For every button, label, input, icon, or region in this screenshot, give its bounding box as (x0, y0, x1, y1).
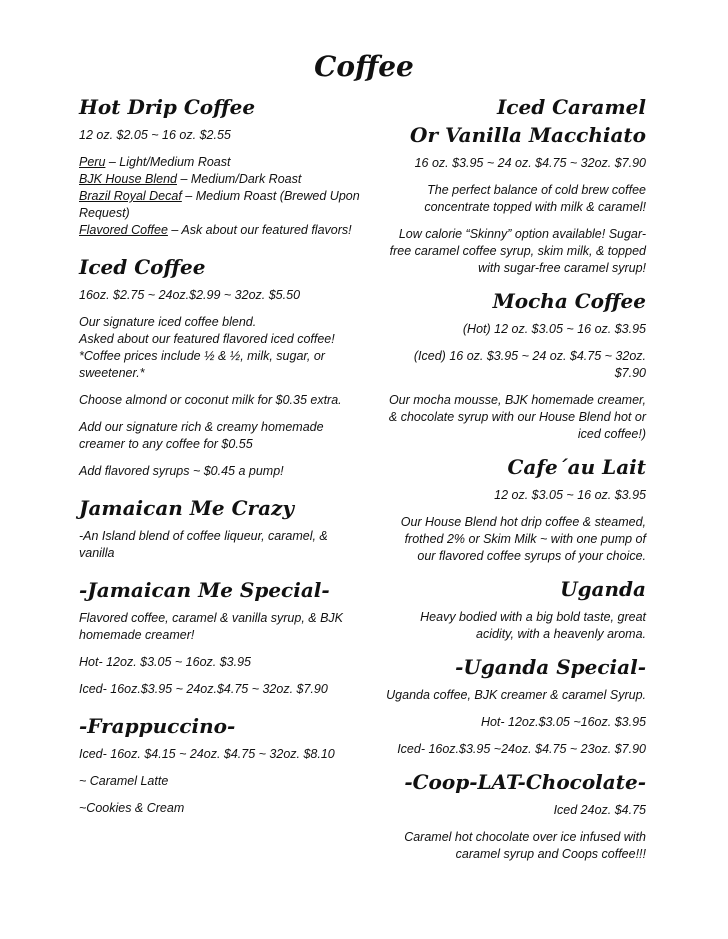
jamaican-me-crazy-heading: Jamaican Me Crazy (79, 496, 294, 520)
roast-desc: – Medium/Dark Roast (176, 172, 302, 186)
iced-caramel-heading: Iced Caramel (496, 95, 646, 119)
uganda-desc: Heavy bodied with a big bold taste, great acidity, with a heavenly aroma. (420, 610, 646, 641)
right-column (384, 93, 646, 873)
jamaican-me-special-desc: Flavored coffee, caramel & vanilla syrup, & BJK homemade creamer! (79, 611, 344, 642)
roast-desc: – Light/Medium Roast (105, 155, 231, 169)
uganda-heading: Uganda (560, 577, 646, 601)
vanilla-macchiato-heading: Or Vanilla Macchiato (410, 123, 646, 147)
mocha-desc: Our mocha mousse, BJK homemade creamer, & chocolate syrup with our House Blend hot or iced coffee!) (388, 393, 646, 441)
roast-name: Flavored Coffee (79, 223, 168, 237)
cafe-au-lait-heading: Cafe´au Lait (507, 455, 646, 479)
coop-lat-chocolate-price: Iced 24oz. $4.75 (553, 803, 646, 817)
iced-coffee-heading: Iced Coffee (79, 255, 206, 279)
syrup-option: Add flavored syrups ~ $0.45 a pump! (79, 464, 284, 478)
uganda-special-iced: Iced- 16oz.$3.95 ~24oz. $4.75 ~ 23oz. $7.90 (397, 742, 646, 756)
coop-lat-chocolate-desc: Caramel hot chocolate over ice infused with caramel syrup and Coops coffee!!! (404, 830, 646, 861)
roast-peru (79, 154, 364, 171)
coop-lat-chocolate-heading: -Coop-LAT-Chocolate- (404, 770, 646, 794)
iced-coffee-notes (79, 314, 364, 382)
jamaican-me-special-iced: Iced- 16oz.$3.95 ~ 24oz.$4.75 ~ 32oz. $7.90 (79, 682, 328, 696)
uganda-special-heading: -Uganda Special- (455, 655, 646, 679)
uganda-special-desc: Uganda coffee, BJK creamer & caramel Syrup. (386, 688, 646, 702)
roast-name: Brazil Royal Decaf (79, 189, 182, 203)
jamaican-me-special-heading: -Jamaican Me Special- (79, 578, 330, 602)
cafe-au-lait-desc: Our House Blend hot drip coffee & steamed, frothed 2% or Skim Milk ~ with one pump of our flavored coffee syrups of your choice. (400, 515, 646, 563)
roast-flavored-coffee (79, 222, 364, 239)
frappuccino-flavor-caramel-latte: ~ Caramel Latte (79, 774, 169, 788)
mocha-hot-prices: (Hot) 12 oz. $3.05 ~ 16 oz. $3.95 (462, 322, 646, 336)
mocha-coffee-heading: Mocha Coffee (492, 289, 646, 313)
iced-coffee-includes: *Coffee prices include ½ & ½, milk, sugar, or sweetener.* (79, 349, 325, 380)
hot-drip-prices: 12 oz. $2.05 ~ 16 oz. $2.55 (79, 128, 231, 142)
roast-name: BJK House Blend (79, 172, 177, 186)
roast-name: Peru (79, 155, 106, 169)
skinny-option: Low calorie “Skinny” option available! Sugar-free caramel coffee syrup, skim milk, & topped with sugar-free caramel syrup! (389, 227, 646, 275)
roast-list (79, 154, 364, 239)
iced-coffee-prices: 16oz. $2.75 ~ 24oz.$2.99 ~ 32oz. $5.50 (79, 288, 301, 302)
roast-bjk-house-blend (79, 171, 364, 188)
page-title: Coffee (314, 50, 414, 83)
creamer-option: Add our signature rich & creamy homemade creamer to any coffee for $0.55 (79, 420, 324, 451)
iced-caramel-prices: 16 oz. $3.95 ~ 24 oz. $4.75 ~ 32oz. $7.90 (414, 156, 646, 170)
left-column (79, 93, 364, 827)
cafe-au-lait-prices: 12 oz. $3.05 ~ 16 oz. $3.95 (494, 488, 646, 502)
frappuccino-flavor-cookies-cream: ~Cookies & Cream (79, 801, 185, 815)
uganda-special-hot: Hot- 12oz.$3.05 ~16oz. $3.95 (480, 715, 646, 729)
roast-desc: – Ask about our featured flavors! (167, 223, 352, 237)
milk-option: Choose almond or coconut milk for $0.35 extra. (79, 393, 342, 407)
frappuccino-heading: -Frappuccino- (79, 714, 236, 738)
frappuccino-prices: Iced- 16oz. $4.15 ~ 24oz. $4.75 ~ 32oz. $8.10 (79, 747, 335, 761)
iced-caramel-desc: The perfect balance of cold brew coffee concentrate topped with milk & caramel! (424, 183, 646, 214)
roast-brazil-royal-decaf (79, 188, 364, 222)
roast-desc: – Medium Roast (Brewed Upon Request) (79, 189, 360, 220)
iced-coffee-blend: Our signature iced coffee blend. (79, 315, 257, 329)
iced-coffee-featured: Asked about our featured flavored iced coffee! (79, 332, 335, 346)
jamaican-me-crazy-desc: -An Island blend of coffee liqueur, caramel, & vanilla (79, 529, 328, 560)
jamaican-me-special-hot: Hot- 12oz. $3.05 ~ 16oz. $3.95 (79, 655, 251, 669)
hot-drip-coffee-heading: Hot Drip Coffee (79, 95, 256, 119)
mocha-iced-prices: (Iced) 16 oz. $3.95 ~ 24 oz. $4.75 ~ 32oz. $7.90 (413, 349, 646, 380)
